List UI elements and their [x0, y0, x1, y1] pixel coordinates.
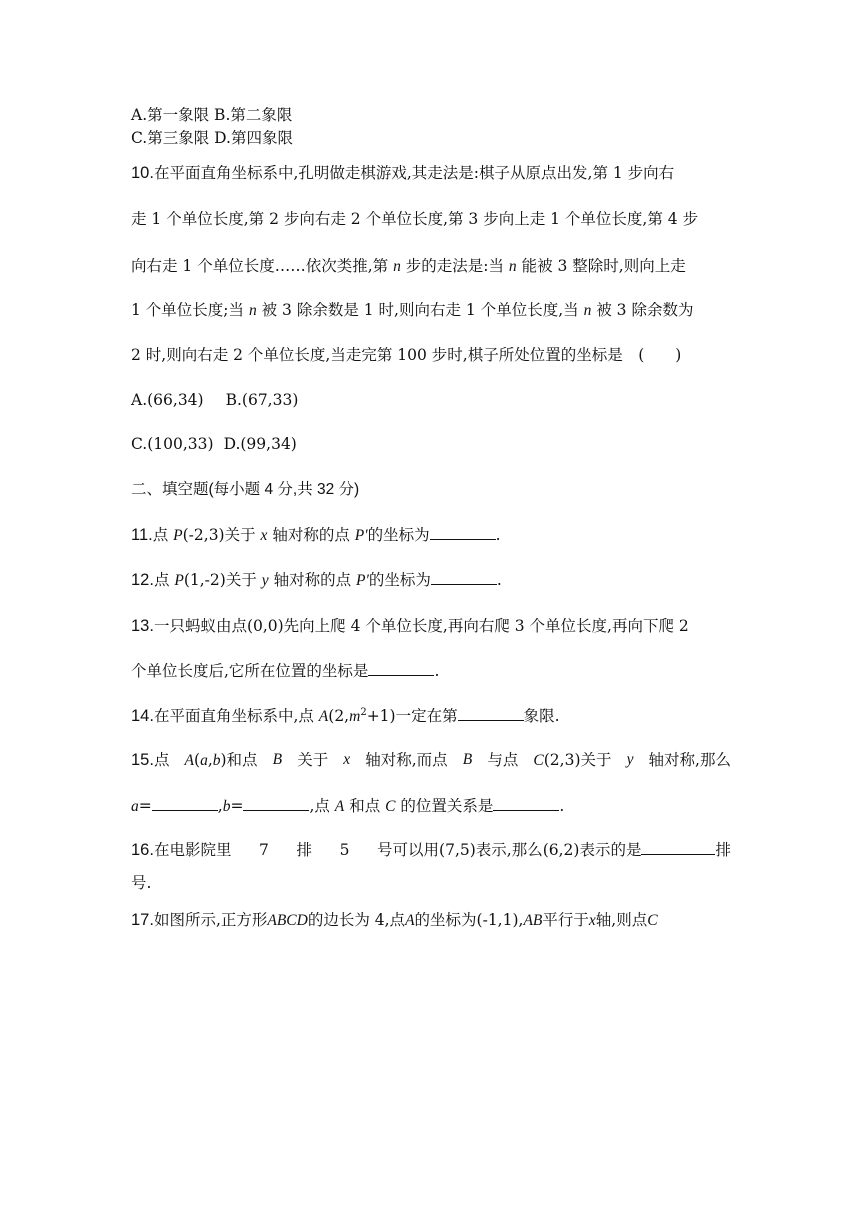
q15-equals: =: [230, 797, 244, 815]
q17-line: [131, 910, 731, 931]
q14-text-end: 象限.: [523, 707, 560, 725]
q13-text-2: 个单位长度后,它所在位置的坐标是: [131, 662, 369, 680]
q15-line-1: [131, 750, 731, 771]
q15-var-a: A: [334, 798, 345, 815]
q10-line-4: [131, 300, 731, 321]
q15-var-y: y: [626, 751, 634, 768]
q15-var-c: C: [385, 798, 396, 815]
q15-var-c: C: [533, 752, 544, 769]
q15-var-b-lower: b: [222, 798, 231, 815]
q11-var-x: x: [260, 527, 268, 544]
q15-text: 关于: [297, 751, 329, 769]
q11-var-p-prime: P′: [354, 527, 368, 544]
q11-var-p: P: [173, 527, 183, 544]
q15-answer-blank-b[interactable]: [243, 796, 309, 811]
q9-choices-line-2: [131, 128, 731, 148]
q9-choices-line-1: [131, 105, 731, 125]
q15-text: 的位置关系是: [395, 797, 494, 815]
q12-text: 的坐标为: [368, 571, 431, 589]
q14-text: +1)一定在第: [366, 707, 458, 725]
q11-line: [131, 525, 731, 546]
q16-part-1: [131, 840, 231, 860]
q16-text: 号可以用(7,5)表示,那么(6,2)表示的是: [377, 841, 642, 859]
q13-line-2: [131, 661, 731, 681]
q12-var-p: P: [174, 572, 184, 589]
q13-line-1: [131, 616, 731, 636]
q16-line-1: [131, 840, 731, 860]
q10-line-5: [131, 345, 731, 365]
q15-text: 点: [153, 751, 170, 769]
q15-var-b: B: [272, 751, 283, 768]
q15-var-b-lower: b: [212, 752, 221, 769]
q17-number: 17.: [131, 911, 154, 929]
q10-option-b: B.(67,33): [225, 391, 299, 409]
q15-text: 与点: [487, 751, 519, 769]
q15-part-1: [131, 750, 169, 771]
q15-text: 轴对称,而点: [365, 751, 448, 769]
q17-text: 的边长为 4,点: [307, 911, 406, 929]
q14-var-a: A: [318, 708, 329, 725]
q10-line-3: [131, 256, 731, 277]
q14-text: 在平面直角坐标系中,点: [153, 707, 319, 725]
q17-var-x: x: [588, 912, 596, 929]
q10-text-3b: 步的走法是:当: [400, 257, 509, 275]
q10-option-c: C.(100,33): [131, 435, 214, 453]
q17-var-a: A: [405, 912, 415, 929]
q17-text: 如图所示,正方形: [153, 911, 268, 929]
q15-answer-blank-a[interactable]: [152, 796, 218, 811]
q17-var-c: C: [647, 912, 658, 929]
q15-part-c: [533, 750, 611, 771]
q15-text: (2,3)关于: [543, 751, 612, 769]
q16-text: 排: [715, 841, 731, 859]
q16-number: 16.: [131, 841, 154, 859]
q14-number: 14.: [131, 707, 154, 725]
q10-option-d: D.(99,34): [223, 435, 297, 453]
q12-var-p-prime: P′: [356, 572, 369, 589]
q15-text: 和点: [344, 797, 386, 815]
q16-part-2: [377, 840, 731, 860]
q10-options-ab: [131, 390, 731, 410]
q11-answer-blank[interactable]: [430, 525, 496, 540]
q15-period: .: [559, 797, 565, 815]
q10-text-3c: 能被 3 整除时,则向上走: [516, 257, 686, 275]
q10-var-n: n: [508, 258, 517, 275]
q15-comma: ,: [217, 797, 223, 815]
section-title: 二、填空题(每小题 4 分,共 32 分): [131, 481, 360, 498]
q12-text: 轴对称的点: [268, 571, 357, 589]
q15-var-a-lower: a: [200, 752, 208, 769]
q11-text: 点: [152, 526, 174, 544]
section-heading: [131, 480, 731, 500]
q15-text: )和点: [220, 751, 258, 769]
q15-answer-blank-relation[interactable]: [493, 796, 559, 811]
q16-row-number: 7: [259, 841, 269, 859]
q15-text: (: [194, 751, 201, 769]
q16-text: 排: [296, 841, 312, 859]
q12-period: .: [496, 571, 502, 589]
q15-text: ,: [207, 751, 213, 769]
q15-number: 15.: [131, 751, 154, 769]
q10-text-2: 走 1 个单位长度,第 2 步向右走 2 个单位长度,第 3 步向上走 1 个单位长度,第 4 步: [131, 210, 699, 228]
q13-number: 13.: [131, 617, 154, 635]
q10-line-1: [131, 163, 731, 183]
q11-text: 轴对称的点: [267, 526, 355, 544]
q16-seat-number: 5: [339, 841, 350, 859]
q12-number: 12.: [131, 571, 154, 589]
q17-var-ab: AB: [523, 912, 543, 929]
q12-var-y: y: [261, 572, 269, 589]
q14-answer-blank[interactable]: [458, 706, 524, 721]
q10-text-4b: 被 3 除余数是 1 时,则向右走 1 个单位长度,当: [256, 301, 584, 319]
q12-answer-blank[interactable]: [431, 570, 497, 585]
q10-options-cd: [131, 434, 731, 454]
q15-var-a: A: [184, 752, 194, 769]
q15-var-b: B: [462, 751, 473, 768]
q10-var-n: n: [393, 258, 401, 275]
q17-var-abcd: ABCD: [267, 912, 308, 929]
q15-text: 轴对称,那么: [648, 751, 731, 769]
q15-line-2: [131, 796, 731, 817]
q16-text-2: 号.: [131, 874, 152, 892]
q10-text-3a: 向右走 1 个单位长度……依次类推,第: [131, 257, 394, 275]
q12-text: (1,-2)关于: [183, 571, 262, 589]
q11-number: 11.: [131, 526, 153, 544]
q10-line-2: [131, 209, 731, 229]
q17-text: 的坐标为(-1,1),: [414, 911, 524, 929]
q10-text-1: 在平面直角坐标系中,孔明做走棋游戏,其走法是:棋子从原点出发,第 1 步向右: [153, 164, 675, 182]
q16-text: 在电影院里: [153, 841, 232, 859]
q10-text-4c: 被 3 除余数为: [591, 301, 694, 319]
q10-number: 10.: [131, 164, 154, 182]
q10-var-n: n: [248, 302, 257, 319]
q10-text-5: 2 时,则向右走 2 个单位长度,当走完第 100 步时,棋子所处位置的坐标是 ( ): [131, 346, 682, 364]
q15-text: ,点: [309, 797, 335, 815]
q10-text-4a: 1 个单位长度;当: [131, 301, 249, 319]
q12-line: [131, 570, 731, 591]
q14-exponent: 2: [360, 706, 367, 718]
q16-answer-blank[interactable]: [641, 840, 715, 855]
q12-text: 点: [153, 571, 175, 589]
q10-option-a: A.(66,34): [131, 391, 204, 409]
q11-period: .: [495, 526, 501, 544]
q15-var-a-lower: a: [131, 798, 139, 815]
q10-var-n: n: [583, 302, 592, 319]
q13-answer-blank[interactable]: [368, 661, 434, 676]
q14-var-m: m: [349, 708, 361, 725]
q9-choices-cd: C.第三象限 D.第四象限: [131, 129, 293, 147]
q17-text: 平行于: [542, 911, 589, 929]
q15-var-x: x: [343, 751, 351, 768]
q11-text: (-2,3)关于: [182, 526, 261, 544]
q14-text: (2,: [328, 707, 350, 725]
q9-choices-ab: A.第一象限 B.第二象限: [131, 106, 293, 124]
q15-equals: =: [138, 797, 152, 815]
q16-line-2: [131, 873, 731, 893]
q11-text: 的坐标为: [367, 526, 430, 544]
q13-period: .: [434, 662, 440, 680]
q13-text-1: 一只蚂蚁由点(0,0)先向上爬 4 个单位长度,再向右爬 3 个单位长度,再向下爬 2: [153, 617, 689, 635]
q14-line: [131, 706, 731, 727]
q17-text: 轴,则点: [595, 911, 648, 929]
q15-part-2: [185, 750, 258, 771]
